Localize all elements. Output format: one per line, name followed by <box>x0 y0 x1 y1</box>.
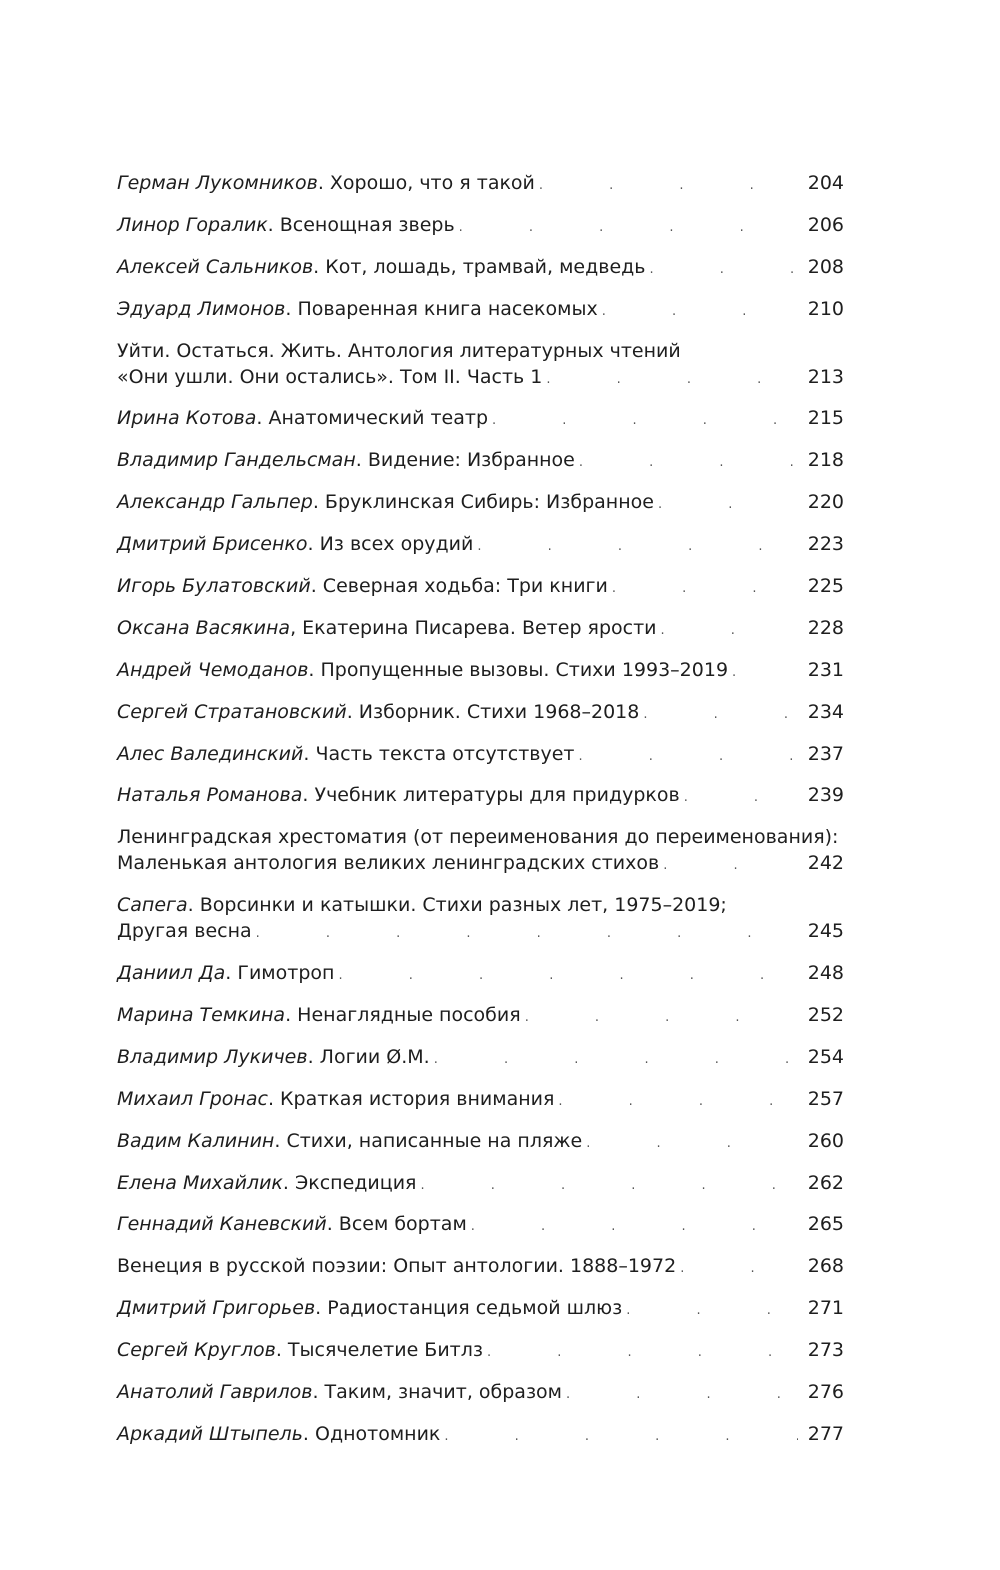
dot-leader <box>586 1128 798 1157</box>
entry-separator: . <box>315 1297 328 1320</box>
entry-text <box>117 1211 467 1237</box>
entry-author: Эдуард Лимонов <box>117 297 286 320</box>
toc-line <box>117 1295 844 1324</box>
toc-entry <box>117 1044 844 1073</box>
toc-line <box>117 447 844 476</box>
toc-line <box>117 1337 844 1366</box>
toc-entry <box>117 1086 844 1115</box>
toc-entry <box>117 892 844 947</box>
entry-title-line1: Ленинградская хрестоматия (от переименования до переименования): <box>117 826 839 849</box>
toc-entry <box>117 1295 844 1324</box>
dot-leader <box>649 254 798 283</box>
entry-separator: . <box>302 784 315 807</box>
entry-text <box>117 1421 440 1447</box>
toc-line <box>117 254 844 283</box>
dot-leader <box>256 918 798 947</box>
entry-page-number: 257 <box>807 1087 844 1110</box>
entry-title: Однотомник <box>314 1422 441 1445</box>
entry-text <box>117 1002 521 1028</box>
entry-author: Вадим Калинин <box>117 1129 275 1152</box>
dot-leader <box>732 657 798 686</box>
dot-leader <box>444 1421 798 1450</box>
entry-title: Из всех орудий <box>319 533 474 556</box>
entry-title: Таким, значит, образом <box>324 1381 563 1404</box>
entry-separator: . <box>285 297 298 320</box>
toc-entry <box>117 615 844 644</box>
entry-title-line1: Ворсинки и катышки. Стихи разных лет, 1975–2019; <box>199 894 727 917</box>
dot-leader <box>658 489 798 518</box>
entry-text <box>117 1337 483 1363</box>
entry-separator: . <box>187 894 200 917</box>
entry-separator: . <box>267 213 280 236</box>
dot-leader <box>539 170 798 199</box>
dot-leader <box>578 741 798 770</box>
toc-entry <box>117 699 844 728</box>
entry-text <box>117 615 657 641</box>
entry-author: Алес Валединский <box>117 742 304 765</box>
toc-entry <box>117 296 844 325</box>
toc-entry <box>117 824 844 879</box>
entry-title: Стихи, написанные на пляже <box>286 1129 583 1152</box>
entry-text <box>117 531 473 557</box>
toc-entry <box>117 1253 844 1282</box>
entry-text <box>117 212 455 238</box>
dot-leader <box>420 1170 798 1199</box>
dot-leader <box>477 531 798 560</box>
entry-separator: . <box>307 533 320 556</box>
toc-entry <box>117 1128 844 1157</box>
toc-entry <box>117 1337 844 1366</box>
toc-entry <box>117 741 844 770</box>
entry-separator: . <box>302 1422 315 1445</box>
toc-entry <box>117 1211 844 1240</box>
dot-leader <box>459 212 798 241</box>
entry-page-number: 239 <box>807 784 844 807</box>
toc-line <box>117 573 844 602</box>
entry-author: Алексей Сальников <box>117 255 314 278</box>
entry-title-line1: Уйти. Остаться. Жить. Антология литературных чтений <box>117 339 681 362</box>
toc-entry <box>117 254 844 283</box>
entry-author: Сапега <box>117 894 188 917</box>
entry-page-number: 223 <box>807 533 844 556</box>
toc-line <box>117 657 844 686</box>
entry-page-number: 262 <box>807 1171 844 1194</box>
entry-author: Герман Лукомников <box>117 172 318 194</box>
entry-separator: . <box>256 407 269 430</box>
entry-title: Ненаглядные пособия <box>297 1004 521 1027</box>
entry-title: Всенощная зверь <box>279 213 455 236</box>
entry-page-number: 245 <box>807 920 844 943</box>
toc-entry <box>117 1170 844 1199</box>
entry-title: Всем бортам <box>338 1213 467 1236</box>
toc-entry <box>117 531 844 560</box>
entry-title: Часть текста отсутствует <box>315 742 575 765</box>
entry-page-number: 268 <box>807 1255 844 1278</box>
entry-author: Владимир Лукичев <box>117 1045 308 1068</box>
dot-leader <box>661 615 798 644</box>
entry-text <box>117 1128 582 1154</box>
entry-page-number: 276 <box>807 1381 844 1404</box>
toc-entry <box>117 1002 844 1031</box>
entry-page-number: 260 <box>807 1129 844 1152</box>
dot-leader <box>643 699 798 728</box>
entry-title: «Они ушли. Они остались». Том II. Часть 1 <box>117 365 543 388</box>
entry-author: Линор Горалик <box>117 213 268 236</box>
toc-line <box>117 1002 844 1031</box>
entry-title: Другая весна <box>117 920 252 943</box>
entry-separator: . <box>312 1381 325 1404</box>
entry-page-number: 254 <box>807 1045 844 1068</box>
entry-page-number: 218 <box>807 449 844 472</box>
toc-line <box>117 405 844 434</box>
entry-text <box>117 573 608 599</box>
entry-title: Тысячелетие Битлз <box>287 1339 483 1362</box>
entry-separator: . <box>285 1004 298 1027</box>
toc-line <box>117 1211 844 1240</box>
entry-page-number: 242 <box>807 852 844 875</box>
dot-leader <box>471 1211 798 1240</box>
toc-entry <box>117 489 844 518</box>
entry-author: Михаил Гронас <box>117 1087 268 1110</box>
dot-leader <box>338 960 798 989</box>
entry-separator: . <box>274 1129 287 1152</box>
toc-entry <box>117 1421 844 1450</box>
entry-page-number: 204 <box>807 172 844 194</box>
entry-author: Марина Темкина <box>117 1004 286 1027</box>
entry-author: Даниил Да <box>117 962 226 985</box>
toc-entry <box>117 573 844 602</box>
table-of-contents <box>117 170 844 1463</box>
toc-line <box>117 170 844 199</box>
dot-leader <box>434 1044 798 1073</box>
entry-page-number: 234 <box>807 700 844 723</box>
dot-leader <box>546 364 798 393</box>
entry-author: Игорь Булатовский <box>117 575 311 598</box>
toc-line <box>117 699 844 728</box>
entry-title: Венеция в русской поэзии: Опыт антологии. 1888–1972 <box>117 1255 677 1278</box>
toc-line <box>117 1128 844 1157</box>
entry-author: Дмитрий Брисенко <box>117 533 308 556</box>
entry-title: Изборник. Стихи 1968–2018 <box>358 700 640 723</box>
entry-separator: . <box>308 658 321 681</box>
entry-title: Бруклинская Сибирь: Избранное <box>324 491 654 514</box>
toc-line <box>117 960 844 989</box>
dot-leader <box>566 1379 798 1408</box>
entry-title: Анатомический театр <box>268 407 489 430</box>
entry-text <box>117 657 728 683</box>
entry-title: Маленькая антология великих ленинградских стихов <box>117 852 660 875</box>
toc-line <box>117 1379 844 1408</box>
entry-author: Сергей Круглов <box>117 1339 276 1362</box>
entry-page-number: 215 <box>807 407 844 430</box>
entry-page-number: 271 <box>807 1297 844 1320</box>
toc-entry <box>117 657 844 686</box>
entry-separator: . <box>225 962 238 985</box>
entry-title: Хорошо, что я такой <box>329 172 535 194</box>
entry-page-number: 231 <box>807 658 844 681</box>
dot-leader <box>612 573 798 602</box>
entry-separator: . <box>313 255 326 278</box>
entry-author: Аркадий Штыпель <box>117 1422 303 1445</box>
toc-line <box>117 531 844 560</box>
entry-separator: . <box>282 1171 295 1194</box>
entry-separator: . <box>303 742 316 765</box>
toc-entry <box>117 1379 844 1408</box>
toc-line <box>117 1086 844 1115</box>
entry-author: Сергей Стратановский <box>117 700 347 723</box>
entry-page-number: 237 <box>807 742 844 765</box>
toc-entry <box>117 212 844 241</box>
toc-line <box>117 1421 844 1450</box>
entry-text <box>117 1379 562 1405</box>
entry-separator: , <box>290 616 303 639</box>
entry-page-number: 228 <box>807 616 844 639</box>
entry-title-line1-wrap <box>117 892 844 918</box>
toc-entry <box>117 960 844 989</box>
entry-separator: . <box>326 1213 339 1236</box>
entry-text <box>117 1295 622 1321</box>
entry-separator: . <box>312 491 325 514</box>
entry-title: Поваренная книга насекомых <box>297 297 598 320</box>
toc-line <box>117 212 844 241</box>
entry-text <box>117 170 535 196</box>
toc-line <box>117 1253 844 1282</box>
toc-line <box>117 850 844 879</box>
toc-line <box>117 364 844 393</box>
entry-author: Наталья Романова <box>117 784 303 807</box>
entry-page-number: 220 <box>807 491 844 514</box>
entry-author: Геннадий Каневский <box>117 1213 327 1236</box>
entry-text <box>117 489 654 515</box>
toc-line <box>117 782 844 811</box>
entry-text <box>117 254 645 280</box>
dot-leader <box>558 1086 798 1115</box>
entry-title: Видение: Избранное <box>367 449 575 472</box>
dot-leader <box>626 1295 798 1324</box>
entry-author: Александр Гальпер <box>117 491 313 514</box>
entry-page-number: 265 <box>807 1213 844 1236</box>
entry-text <box>117 960 334 986</box>
entry-title: Краткая история внимания <box>280 1087 555 1110</box>
dot-leader <box>684 782 798 811</box>
entry-text <box>117 405 488 431</box>
dot-leader <box>663 850 798 879</box>
entry-page-number: 277 <box>807 1422 844 1445</box>
entry-separator: . <box>307 1045 320 1068</box>
entry-page-number: 252 <box>807 1004 844 1027</box>
entry-text <box>117 447 575 473</box>
dot-leader <box>602 296 798 325</box>
entry-title: Логии Ø.М. <box>319 1045 430 1068</box>
entry-page-number: 273 <box>807 1339 844 1362</box>
dot-leader <box>680 1253 798 1282</box>
entry-author: Дмитрий Григорьев <box>117 1297 316 1320</box>
dot-leader <box>487 1337 798 1366</box>
toc-line <box>117 1044 844 1073</box>
entry-separator: . <box>267 1087 281 1110</box>
toc-line <box>117 1170 844 1199</box>
toc-line <box>117 918 844 947</box>
dot-leader <box>525 1002 798 1031</box>
entry-page-number: 210 <box>807 297 844 320</box>
entry-text <box>117 1086 554 1112</box>
entry-text <box>117 1044 430 1070</box>
entry-page-number: 208 <box>807 255 844 278</box>
entry-author: Андрей Чемоданов <box>117 658 309 681</box>
entry-title: Радиостанция седьмой шлюз <box>327 1297 623 1320</box>
toc-line <box>117 489 844 518</box>
entry-text <box>117 1170 416 1196</box>
entry-separator: . <box>346 700 359 723</box>
toc-entry <box>117 405 844 434</box>
toc-entry <box>117 170 844 199</box>
entry-text <box>117 296 598 322</box>
entry-text <box>117 741 574 767</box>
toc-entry <box>117 338 844 393</box>
entry-author: Оксана Васякина <box>117 616 291 639</box>
toc-entry <box>117 447 844 476</box>
entry-separator: . <box>310 575 323 598</box>
entry-page-number: 225 <box>807 575 844 598</box>
entry-separator: . <box>317 172 330 194</box>
entry-title: Северная ходьба: Три книги <box>322 575 608 598</box>
entry-title: Учебник литературы для придурков <box>314 784 680 807</box>
toc-line <box>117 615 844 644</box>
dot-leader <box>492 405 798 434</box>
toc-entry <box>117 782 844 811</box>
entry-author: Ирина Котова <box>117 407 257 430</box>
entry-title: Екатерина Писарева. Ветер ярости <box>302 616 657 639</box>
entry-title: Пропущенные вызовы. Стихи 1993–2019 <box>320 658 729 681</box>
entry-title: Кот, лошадь, трамвай, медведь <box>325 255 646 278</box>
entry-title: Экспедиция <box>294 1171 417 1194</box>
toc-line <box>117 296 844 325</box>
entry-separator: . <box>355 449 368 472</box>
entry-page-number: 213 <box>807 365 844 388</box>
dot-leader <box>579 447 798 476</box>
entry-title: Гимотроп <box>237 962 335 985</box>
entry-text <box>117 699 639 725</box>
entry-separator: . <box>275 1339 288 1362</box>
entry-author: Елена Михайлик <box>117 1171 283 1194</box>
entry-author: Анатолий Гаврилов <box>117 1381 313 1404</box>
entry-author: Владимир Гандельсман <box>117 449 356 472</box>
entry-page-number: 206 <box>807 213 844 236</box>
entry-page-number: 248 <box>807 962 844 985</box>
toc-line <box>117 741 844 770</box>
entry-text <box>117 782 680 808</box>
